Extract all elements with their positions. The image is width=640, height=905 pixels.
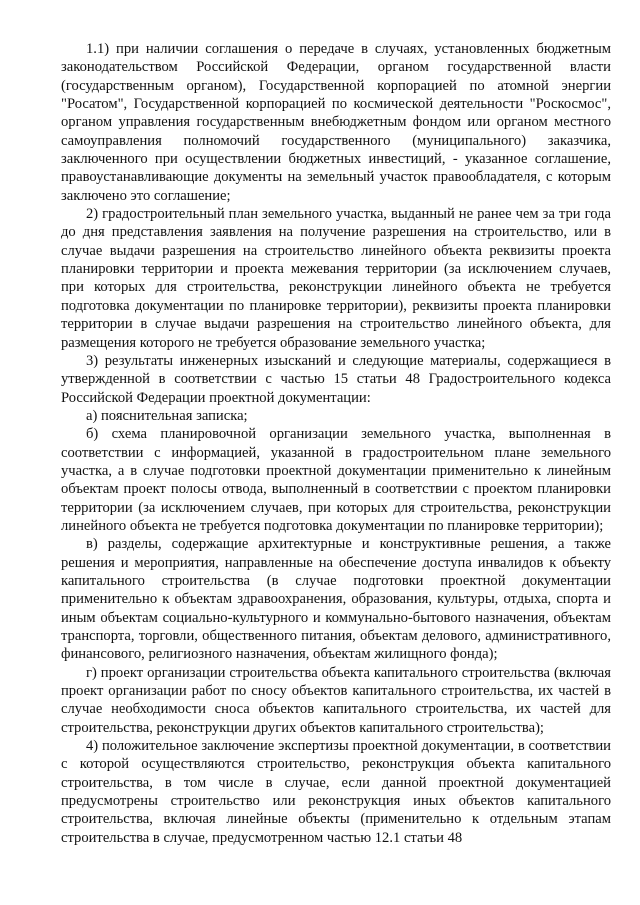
paragraph-1-1: 1.1) при наличии соглашения о передаче в случаях, установленных бюджетным законодательством Российской Федерации, органом государственной власти (государственным органом), Государственной корпорацией по атомной энергии "Росатом", Государственной корпорацией по космической деятельности "Роскосмос", органом управления государственным внебюджетным фондом или органом местного самоуправления полномочий государственного (муниципального) заказчика, заключенного при осуществлении бюджетных инвестиций, - указанное соглашение, правоустанавливающие документы на земельный участок правообладателя, с которым заключено это соглашение; xyxy=(61,41,611,204)
paragraph-3v: в) разделы, содержащие архитектурные и конструктивные решения, а также решения и мероприятия, направленные на обеспечение доступа инвалидов к объекту капитального строительства (в случае подготовки проектной документации применительно к объектам здравоохранения, образования, культуры, отдыха, спорта и иным объектам социально-культурного и коммунально-бытового назначения, объектам транспорта, торговли, общественного питания, объектам делового, административного, финансового, религиозного назначения, объектам жилищного фонда); xyxy=(61,536,611,663)
paragraph-3g: г) проект организации строительства объекта капитального строительства (включая проект организации работ по сносу объектов капитального строительства, их частей в случае необходимости сноса объектов капитального строительства, их частей для строительства, реконструкции других объектов капитального строительства); xyxy=(61,664,611,736)
paragraph-3a: а) пояснительная записка; xyxy=(86,407,248,424)
paragraph-3: 3) результаты инженерных изысканий и следующие материалы, содержащиеся в утвержденной в соответствии с частью 15 статьи 48 Градостроительного кодекса Российской Федерации проектной документации: xyxy=(61,352,611,406)
paragraph-3b: б) схема планировочной организации земельного участка, выполненная в соответствии с информацией, указанной в градостроительном плане земельного участка, а в случае подготовки проектной документации применительно к линейным объектам проект полосы отвода, выполненный в соответствии с проектом планировки территории (за исключением случаев, при которых для строительства, реконструкции линейного объекта не требуется подготовка документации по планировке территории); xyxy=(61,426,611,534)
paragraph-2: 2) градостроительный план земельного участка, выданный не ранее чем за три года до дня представления заявления на получение разрешения на строительство, или в случае выдачи разрешения на строительство линейного объекта реквизиты проекта планировки территории и проекта межевания территории (за исключением случаев, при которых для строительства, реконструкции линейного объекта не требуется подготовка документации по планировке территории), реквизиты проекта планировки территории в случае выдачи разрешения на строительство линейного объекта, для размещения которого не требуется образование земельного участка; xyxy=(61,206,611,351)
document-page xyxy=(61,40,611,847)
paragraph-4: 4) положительное заключение экспертизы проектной документации, в соответствии с которой осуществляются строительство, реконструкция объекта капитального строительства, в том числе в случае, если данной проектной документацией предусмотрены строительство или реконструкция иных объектов капитального строительства, включая линейные объекты (применительно к отдельным этапам строительства в случае, предусмотренном частью 12.1 статьи 48 xyxy=(61,738,611,846)
